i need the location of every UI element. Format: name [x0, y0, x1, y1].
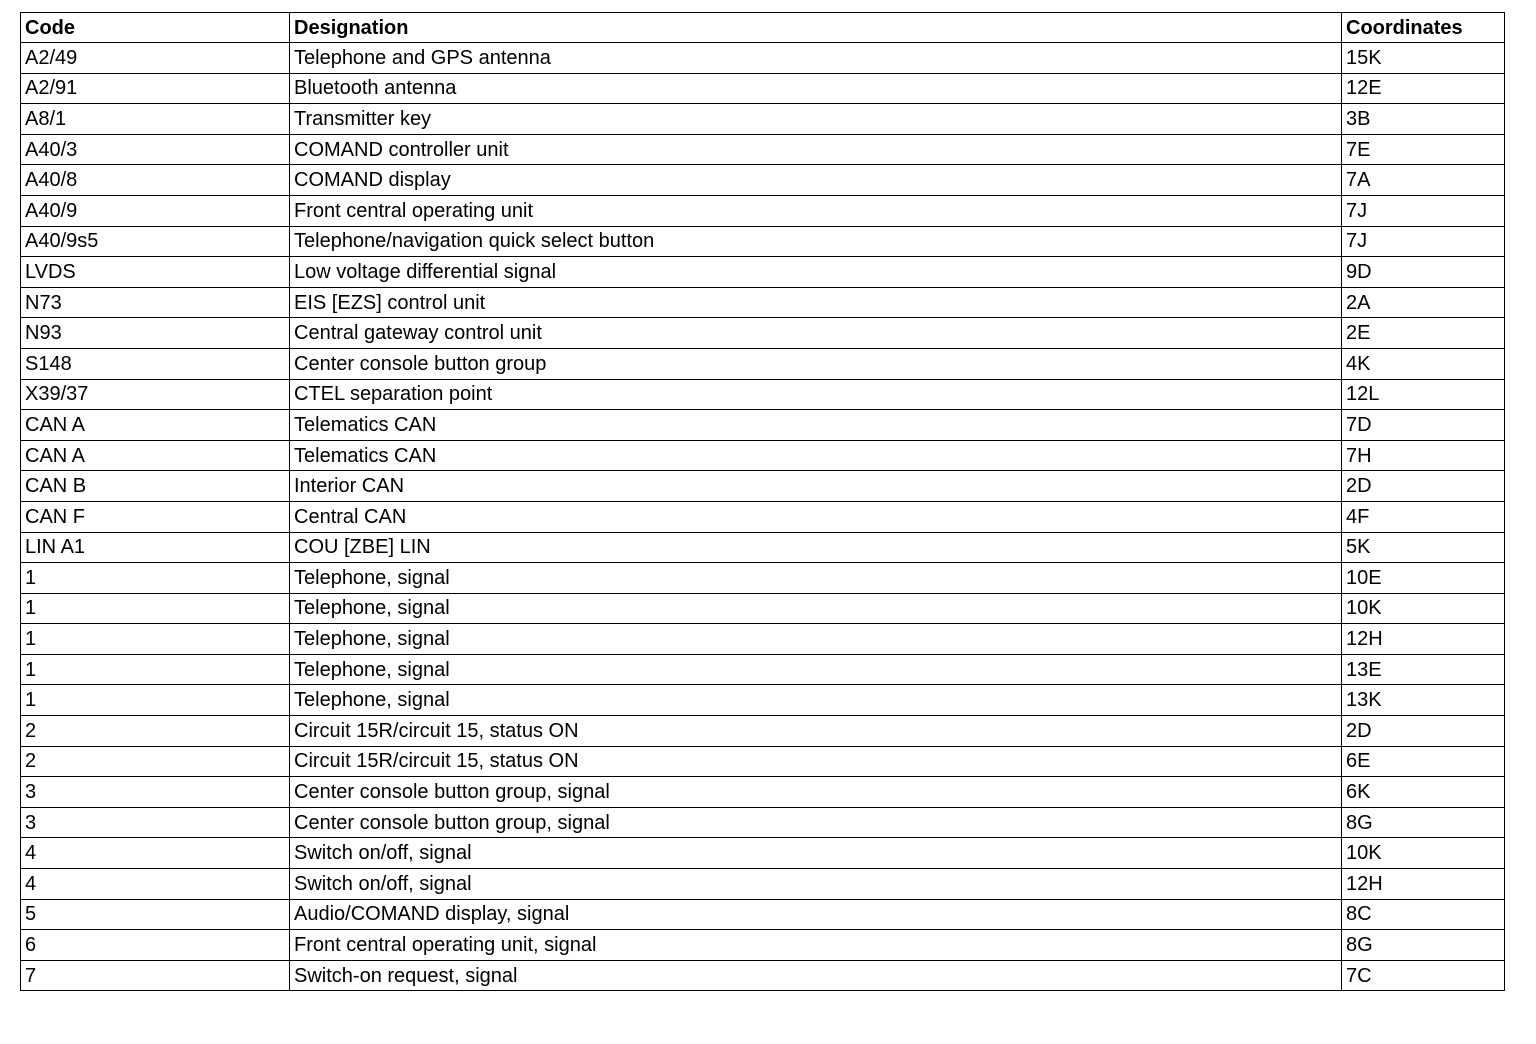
- cell-coordinates: 12L: [1342, 379, 1505, 410]
- cell-designation: Telephone, signal: [290, 593, 1342, 624]
- cell-designation: COU [ZBE] LIN: [290, 532, 1342, 563]
- cell-code: CAN B: [21, 471, 290, 502]
- header-code: Code: [21, 13, 290, 43]
- cell-coordinates: 4F: [1342, 501, 1505, 532]
- cell-coordinates: 7J: [1342, 195, 1505, 226]
- header-coordinates: Coordinates: [1342, 13, 1505, 43]
- cell-coordinates: 13E: [1342, 654, 1505, 685]
- cell-designation: Switch on/off, signal: [290, 869, 1342, 900]
- cell-code: A40/3: [21, 134, 290, 165]
- cell-code: 4: [21, 869, 290, 900]
- cell-designation: COMAND controller unit: [290, 134, 1342, 165]
- cell-code: N73: [21, 287, 290, 318]
- cell-designation: Switch-on request, signal: [290, 960, 1342, 991]
- component-legend-table: [20, 12, 1505, 991]
- cell-designation: Audio/COMAND display, signal: [290, 899, 1342, 930]
- cell-designation: Central CAN: [290, 501, 1342, 532]
- cell-coordinates: 5K: [1342, 532, 1505, 563]
- cell-designation: Telematics CAN: [290, 410, 1342, 441]
- cell-designation: Telephone, signal: [290, 563, 1342, 594]
- table-row: [21, 318, 1505, 349]
- cell-coordinates: 9D: [1342, 257, 1505, 288]
- cell-designation: Switch on/off, signal: [290, 838, 1342, 869]
- cell-code: CAN A: [21, 410, 290, 441]
- cell-designation: Interior CAN: [290, 471, 1342, 502]
- cell-designation: Central gateway control unit: [290, 318, 1342, 349]
- cell-designation: Center console button group, signal: [290, 777, 1342, 808]
- table-row: [21, 43, 1505, 74]
- table-row: [21, 348, 1505, 379]
- cell-designation: Circuit 15R/circuit 15, status ON: [290, 716, 1342, 747]
- cell-code: A40/9s5: [21, 226, 290, 257]
- cell-coordinates: 3B: [1342, 104, 1505, 135]
- cell-designation: EIS [EZS] control unit: [290, 287, 1342, 318]
- cell-code: 1: [21, 624, 290, 655]
- table-row: [21, 226, 1505, 257]
- cell-code: 1: [21, 685, 290, 716]
- table-row: [21, 195, 1505, 226]
- cell-coordinates: 13K: [1342, 685, 1505, 716]
- cell-designation: CTEL separation point: [290, 379, 1342, 410]
- cell-designation: Telephone and GPS antenna: [290, 43, 1342, 74]
- cell-code: 2: [21, 746, 290, 777]
- cell-code: 1: [21, 593, 290, 624]
- cell-coordinates: 10K: [1342, 593, 1505, 624]
- header-designation: Designation: [290, 13, 1342, 43]
- table-row: [21, 440, 1505, 471]
- table-row: [21, 287, 1505, 318]
- cell-code: A40/8: [21, 165, 290, 196]
- cell-designation: Telephone, signal: [290, 654, 1342, 685]
- table-row: [21, 104, 1505, 135]
- cell-coordinates: 8C: [1342, 899, 1505, 930]
- cell-coordinates: 4K: [1342, 348, 1505, 379]
- table-row: [21, 624, 1505, 655]
- table-header-row: [21, 13, 1505, 43]
- cell-code: CAN A: [21, 440, 290, 471]
- table-row: [21, 960, 1505, 991]
- cell-coordinates: 7C: [1342, 960, 1505, 991]
- table-row: [21, 746, 1505, 777]
- cell-code: CAN F: [21, 501, 290, 532]
- cell-code: 5: [21, 899, 290, 930]
- table-row: [21, 777, 1505, 808]
- table-row: [21, 838, 1505, 869]
- cell-code: A8/1: [21, 104, 290, 135]
- cell-code: A2/91: [21, 73, 290, 104]
- table-row: [21, 379, 1505, 410]
- table-row: [21, 410, 1505, 441]
- table-row: [21, 134, 1505, 165]
- cell-designation: Front central operating unit: [290, 195, 1342, 226]
- cell-coordinates: 7H: [1342, 440, 1505, 471]
- table-row: [21, 73, 1505, 104]
- cell-coordinates: 7D: [1342, 410, 1505, 441]
- table-body: [21, 43, 1505, 991]
- table-row: [21, 501, 1505, 532]
- table-row: [21, 532, 1505, 563]
- cell-coordinates: 10K: [1342, 838, 1505, 869]
- cell-coordinates: 10E: [1342, 563, 1505, 594]
- table-row: [21, 257, 1505, 288]
- cell-designation: Circuit 15R/circuit 15, status ON: [290, 746, 1342, 777]
- cell-code: 3: [21, 777, 290, 808]
- cell-code: A40/9: [21, 195, 290, 226]
- cell-coordinates: 8G: [1342, 930, 1505, 961]
- table-row: [21, 165, 1505, 196]
- cell-designation: COMAND display: [290, 165, 1342, 196]
- cell-code: X39/37: [21, 379, 290, 410]
- cell-code: 4: [21, 838, 290, 869]
- cell-designation: Telematics CAN: [290, 440, 1342, 471]
- cell-code: N93: [21, 318, 290, 349]
- cell-code: S148: [21, 348, 290, 379]
- cell-code: LIN A1: [21, 532, 290, 563]
- table-row: [21, 930, 1505, 961]
- cell-coordinates: 12H: [1342, 869, 1505, 900]
- cell-designation: Telephone/navigation quick select button: [290, 226, 1342, 257]
- cell-code: 1: [21, 654, 290, 685]
- table-row: [21, 807, 1505, 838]
- cell-coordinates: 12H: [1342, 624, 1505, 655]
- cell-coordinates: 15K: [1342, 43, 1505, 74]
- cell-code: LVDS: [21, 257, 290, 288]
- cell-coordinates: 2D: [1342, 471, 1505, 502]
- cell-designation: Front central operating unit, signal: [290, 930, 1342, 961]
- cell-designation: Telephone, signal: [290, 624, 1342, 655]
- cell-designation: Center console button group, signal: [290, 807, 1342, 838]
- cell-designation: Low voltage differential signal: [290, 257, 1342, 288]
- cell-code: 2: [21, 716, 290, 747]
- table-row: [21, 593, 1505, 624]
- cell-coordinates: 2A: [1342, 287, 1505, 318]
- cell-code: 7: [21, 960, 290, 991]
- cell-code: 3: [21, 807, 290, 838]
- table-row: [21, 685, 1505, 716]
- cell-designation: Center console button group: [290, 348, 1342, 379]
- cell-designation: Bluetooth antenna: [290, 73, 1342, 104]
- cell-code: 6: [21, 930, 290, 961]
- table-row: [21, 869, 1505, 900]
- table-row: [21, 716, 1505, 747]
- cell-coordinates: 6K: [1342, 777, 1505, 808]
- cell-designation: Transmitter key: [290, 104, 1342, 135]
- cell-coordinates: 8G: [1342, 807, 1505, 838]
- cell-coordinates: 7E: [1342, 134, 1505, 165]
- cell-code: 1: [21, 563, 290, 594]
- cell-coordinates: 2D: [1342, 716, 1505, 747]
- cell-designation: Telephone, signal: [290, 685, 1342, 716]
- table-row: [21, 899, 1505, 930]
- cell-coordinates: 7A: [1342, 165, 1505, 196]
- cell-code: A2/49: [21, 43, 290, 74]
- cell-coordinates: 7J: [1342, 226, 1505, 257]
- table-row: [21, 654, 1505, 685]
- cell-coordinates: 6E: [1342, 746, 1505, 777]
- cell-coordinates: 2E: [1342, 318, 1505, 349]
- cell-coordinates: 12E: [1342, 73, 1505, 104]
- table-row: [21, 471, 1505, 502]
- table-row: [21, 563, 1505, 594]
